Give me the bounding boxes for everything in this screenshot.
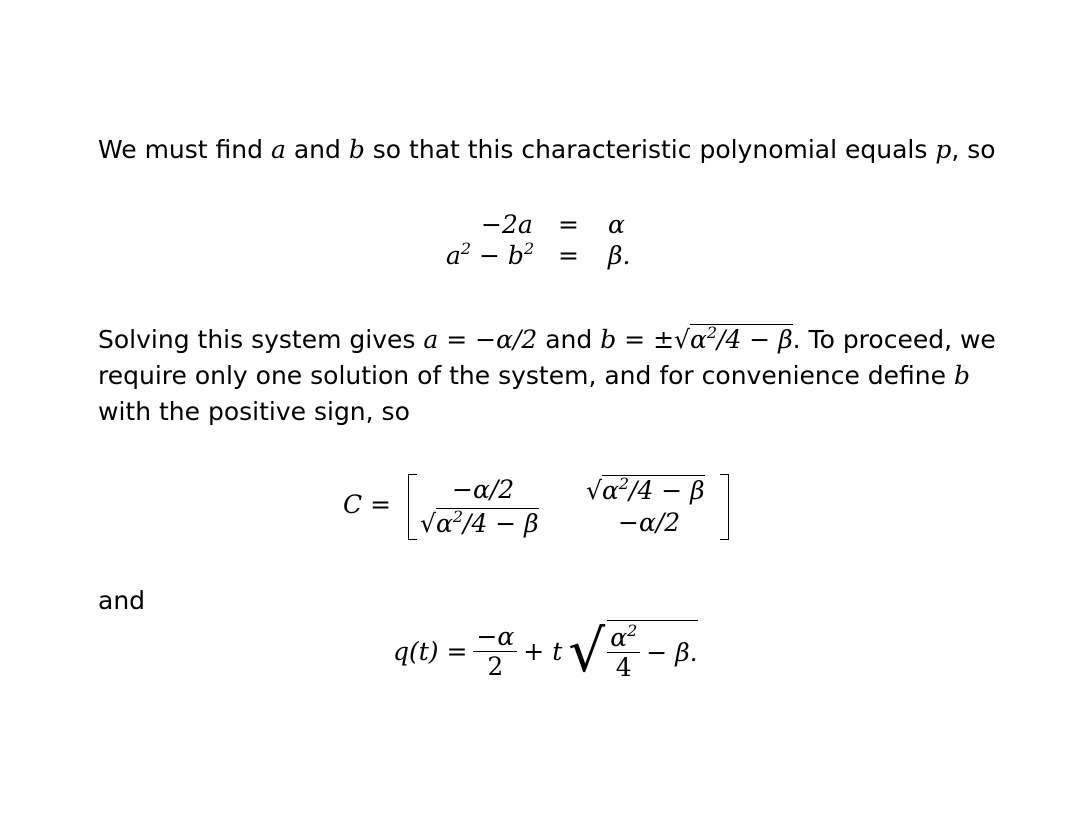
- solution-text-2: and: [537, 325, 601, 354]
- var-a: a: [270, 135, 286, 164]
- solution-paragraph: [98, 322, 998, 430]
- right-bracket: [720, 474, 729, 540]
- intro-text-3: so that this characteristic polynomial equals: [364, 135, 936, 164]
- var-b: b: [348, 135, 365, 164]
- system-row1-rhs: α: [608, 210, 625, 239]
- q-lhs: q(t) =: [393, 636, 468, 666]
- var-b-2: b: [953, 361, 970, 390]
- intro-text-2: and: [285, 135, 349, 164]
- intro-text-4: , so: [951, 135, 996, 164]
- q-fraction-2: $\frac{\alpha^2}{4}$: [607, 623, 640, 682]
- q-sqrt-content: [607, 620, 697, 682]
- system-row2-eq: =: [558, 241, 579, 270]
- matrix-cell-22: −α/2: [618, 508, 681, 537]
- solution-eq-a: a = −α/2: [423, 325, 538, 354]
- matrix-cell-12: $√\alpha^2/4 - \beta$: [586, 474, 705, 505]
- solution-text-1: Solving this system gives: [98, 325, 424, 354]
- q-fraction-1: $\frac{-\alpha}{2}$: [473, 622, 517, 681]
- q-sqrt-sign: √: [568, 617, 606, 685]
- q-tail: − β.: [646, 638, 698, 667]
- system-row1-lhs: −2a: [481, 210, 533, 239]
- intro-paragraph: [98, 132, 998, 168]
- q-plus-t: + t: [523, 636, 563, 666]
- matrix-cell-11: −α/2: [452, 475, 515, 504]
- var-p: p: [935, 135, 952, 164]
- system-row2-lhs: $a^2 - b^2$: [446, 239, 535, 270]
- intro-text-1: We must find: [98, 135, 271, 164]
- system-row1-eq: =: [558, 210, 579, 239]
- q-formula: [393, 614, 698, 688]
- solution-text-3: . To proceed, we require only one solution of the system, and for convenience define: [98, 325, 996, 390]
- left-bracket: [408, 474, 417, 540]
- and-label: and: [98, 586, 146, 615]
- solution-text-4: with the positive sign, so: [98, 397, 410, 426]
- system-row2-rhs: β.: [608, 241, 631, 270]
- matrix-lhs: C =: [343, 490, 392, 519]
- matrix-cell-21: $√\alpha^2/4 - \beta$: [420, 507, 539, 538]
- solution-eq-b: $b = \pm√\alpha^2/4 - \beta$: [600, 323, 793, 354]
